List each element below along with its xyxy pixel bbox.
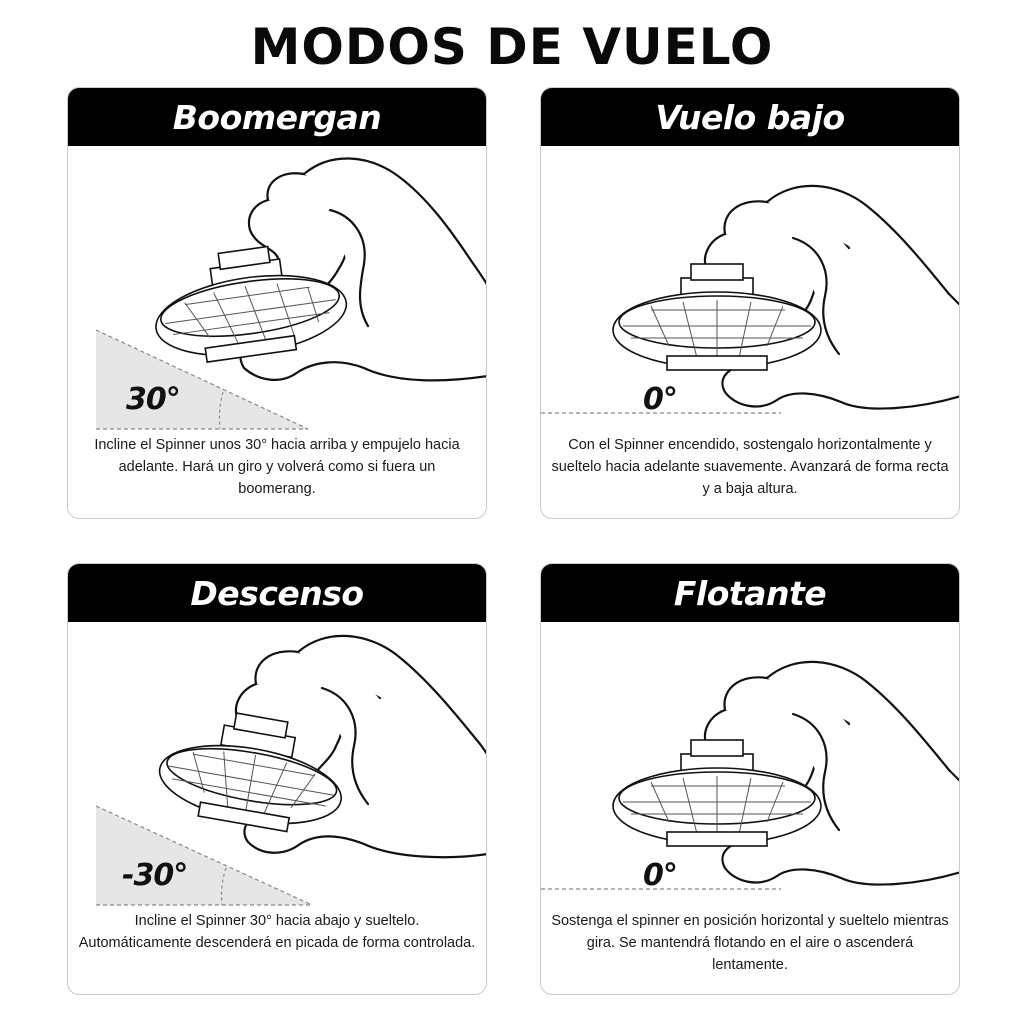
angle-label: 30°	[126, 382, 180, 417]
card-boomerang	[67, 87, 487, 519]
card-description: Sostenga el spinner en posición horizontal y sueltelo mientras gira. Se mantendrá flotando en el aire o ascenderá lentamente.	[551, 913, 949, 973]
angle-label: 0°	[643, 858, 677, 893]
card-description: Incline el Spinner 30° hacia abajo y sueltelo. Automáticamente descenderá en picada de forma controlada.	[78, 913, 476, 951]
card-description: Incline el Spinner unos 30° hacia arriba y empujelo hacia adelante. Hará un giro y volverá como si fuera un boomerang.	[94, 437, 460, 497]
card-descent	[67, 563, 487, 995]
hand-spinner-illustration	[68, 146, 487, 432]
hand-spinner-illustration	[541, 622, 960, 908]
angle-label: 0°	[643, 382, 677, 417]
card-description: Con el Spinner encendido, sostengalo horizontalmente y sueltelo hacia adelante suavemente. Avanzará de forma recta y a baja altura.	[551, 437, 949, 497]
card-header: Vuelo bajo	[541, 88, 959, 146]
card-floating	[540, 563, 960, 995]
card-header: Flotante	[541, 564, 959, 622]
card-header: Descenso	[68, 564, 486, 622]
hand-spinner-illustration	[541, 146, 960, 432]
hand-spinner-illustration	[68, 622, 487, 908]
angle-label: -30°	[122, 858, 188, 893]
card-header: Boomergan	[68, 88, 486, 146]
card-low-flight	[540, 87, 960, 519]
page-title: MODOS DE VUELO	[250, 18, 774, 76]
